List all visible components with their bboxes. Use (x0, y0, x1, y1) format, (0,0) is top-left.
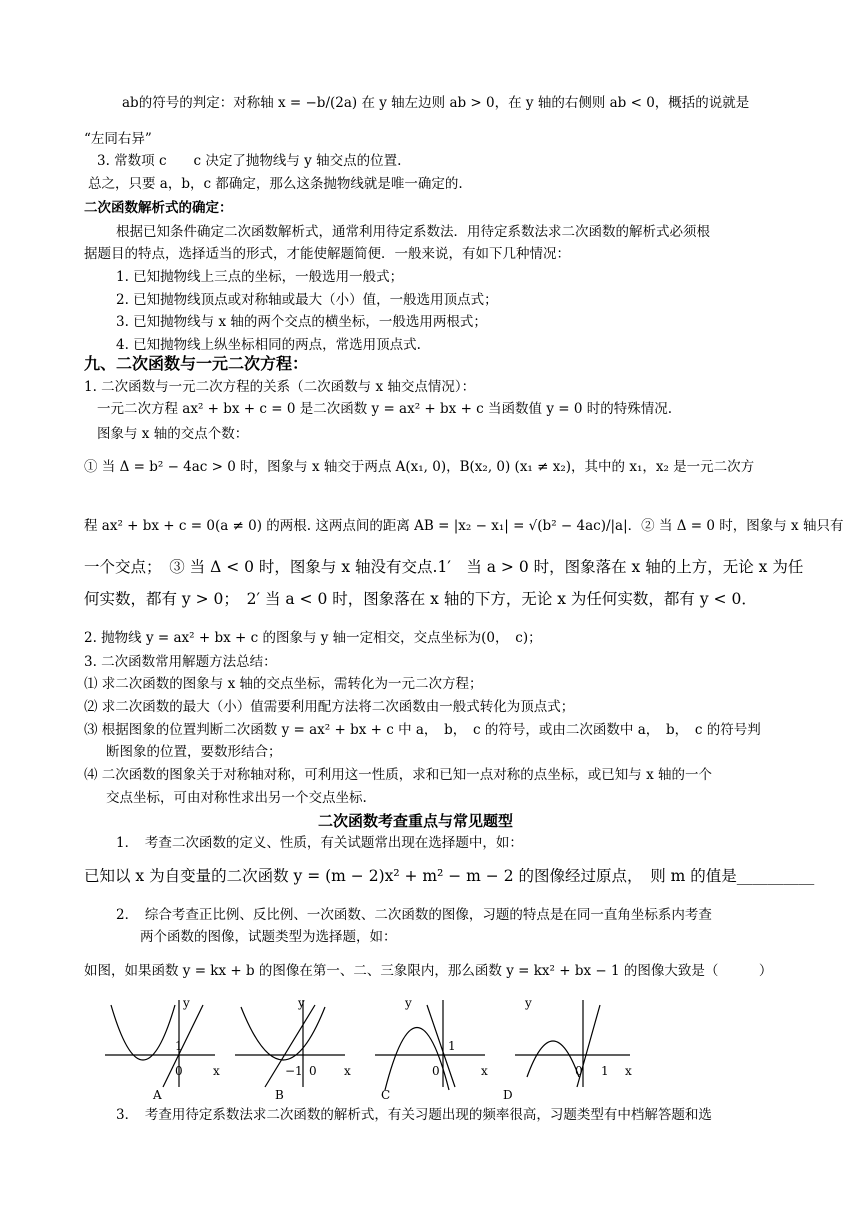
text-line: 3． 考查用待定系数法求二次函数的解析式，有关习题出现的频率很高，习题类型有中档解答题和选 (116, 1107, 712, 1123)
y-axis-label: y (298, 996, 305, 1010)
answer-graphs (105, 995, 645, 1107)
text-line: 总之，只要 a，b，c 都确定，那么这条抛物线就是唯一确定的. (88, 176, 463, 192)
list-item: 断图象的位置，要数形结合； (106, 744, 282, 760)
text-line: 一个交点； ③ 当 Δ < 0 时，图象与 x 轴没有交点.1′ 当 a > 0 时，图象落在 x 轴的上方，无论 x 为任 (84, 558, 804, 576)
list-item: ⑶ 根据图象的位置判断二次函数 y = ax² + bx + c 中 a， b， c 的符号，或由二次函数中 a， b， c 的符号判 (84, 722, 761, 738)
graph-c (375, 1000, 485, 1090)
section-heading: 二次函数考查重点与常见题型 (318, 812, 514, 830)
tick-label: 0 (309, 1064, 317, 1078)
tick-label: 1 (175, 1039, 183, 1053)
text-line: 一元二次方程 ax² + bx + c = 0 是二次函数 y = ax² + bx + c 当函数值 y = 0 时的特殊情况. (97, 401, 673, 417)
list-item: 交点坐标，可由对称性求出另一个交点坐标. (106, 790, 367, 806)
text-line: 2. 抛物线 y = ax² + bx + c 的图象与 y 轴一定相交，交点坐标为(0， c)； (84, 630, 542, 646)
tick-label: 0 (432, 1064, 440, 1078)
text-line: 两个函数的图像，试题类型为选择题，如： (140, 929, 397, 945)
graph-a (105, 1000, 215, 1087)
list-item: 3. 已知抛物线与 x 轴的两个交点的横坐标，一般选用两根式； (116, 314, 487, 330)
tick-label: 1 (448, 1039, 456, 1053)
y-axis-label: y (525, 996, 532, 1010)
tick-label: 0 (175, 1064, 183, 1078)
list-item: ⑴ 求二次函数的图象与 x 轴的交点坐标，需转化为一元二次方程； (84, 676, 483, 692)
text-line: 2． 综合考查正比例、反比例、一次函数、二次函数的图像，习题的特点是在同一直角坐标系内考查 (116, 907, 712, 923)
text-line: ab的符号的判定：对称轴 x = −b/(2a) 在 y 轴左边则 ab > 0，在 y 轴的右侧则 ab < 0，概括的说就是 (122, 95, 750, 111)
y-axis-label: y (405, 996, 412, 1010)
text-line: 1. 二次函数与一元二次方程的关系（二次函数与 x 轴交点情况）： (84, 379, 476, 395)
question-line: 已知以 x 为自变量的二次函数 y = (m − 2)x² + m² − m − 2 的图像经过原点， 则 m 的值是__________ (84, 867, 815, 885)
text-line: 何实数，都有 y > 0； 2′ 当 a < 0 时，图象落在 x 轴的下方，无论 x 为任何实数，都有 y < 0． (84, 590, 757, 608)
tick-label: −1 (285, 1064, 303, 1078)
section-heading: 九、二次函数与一元二次方程： (84, 354, 309, 373)
option-label: C (381, 1088, 391, 1102)
list-item: ⑷ 二次函数的图象关于对称轴对称，可利用这一性质，求和已知一点对称的点坐标，或已知与 x 轴的一个 (84, 767, 712, 783)
text-line: 程 ax² + bx + c = 0(a ≠ 0) 的两根. 这两点间的距离 AB = |x₂ − x₁| = √(b² − 4ac)/|a|．② 当 Δ = 0 时，图象与 x 轴只有 (84, 518, 844, 534)
x-axis-label: x (625, 1064, 632, 1078)
text-line: “左同右异” (84, 131, 152, 147)
x-axis-label: x (213, 1064, 220, 1078)
text-line: 3. 二次函数常用解题方法总结： (84, 654, 277, 670)
text-line: 3. 常数项 c c 决定了抛物线与 y 轴交点的位置. (97, 153, 402, 169)
list-item: ⑵ 求二次函数的最大（小）值需要利用配方法将二次函数由一般式转化为顶点式； (84, 699, 575, 715)
text-line: 根据已知条件确定二次函数解析式，通常利用待定系数法．用待定系数法求二次函数的解析式必须根 (116, 224, 710, 240)
text-line: ① 当 Δ = b² − 4ac > 0 时，图象与 x 轴交于两点 A(x₁, 0)，B(x₂, 0) (x₁ ≠ x₂)，其中的 x₁，x₂ 是一元二次方 (84, 459, 755, 475)
text-line: 1． 考查二次函数的定义、性质，有关试题常出现在选择题中，如： (116, 835, 523, 851)
tick-label: 1 (601, 1064, 609, 1078)
text-line: 据题目的特点，选择适当的形式，才能使解题简便．一般来说，有如下几种情况： (84, 246, 570, 262)
section-heading: 二次函数解析式的确定： (84, 200, 233, 216)
option-label: B (275, 1088, 284, 1102)
x-axis-label: x (344, 1064, 351, 1078)
graph-d (515, 1000, 630, 1087)
option-label: A (153, 1088, 162, 1102)
y-axis-label: y (183, 996, 190, 1010)
x-axis-label: x (481, 1064, 488, 1078)
tick-label: 0 (575, 1064, 583, 1078)
text-line: 图象与 x 轴的交点个数： (97, 426, 249, 442)
list-item: 4. 已知抛物线上纵坐标相同的两点，常选用顶点式. (116, 337, 421, 353)
list-item: 2. 已知抛物线顶点或对称轴或最大（小）值，一般选用顶点式； (116, 292, 498, 308)
question-line: 如图，如果函数 y = kx + b 的图像在第一、二、三象限内，那么函数 y = kx² + bx − 1 的图像大致是（ ） (84, 963, 773, 979)
option-label: D (503, 1088, 513, 1102)
list-item: 1. 已知抛物线上三点的坐标，一般选用一般式； (116, 269, 404, 285)
